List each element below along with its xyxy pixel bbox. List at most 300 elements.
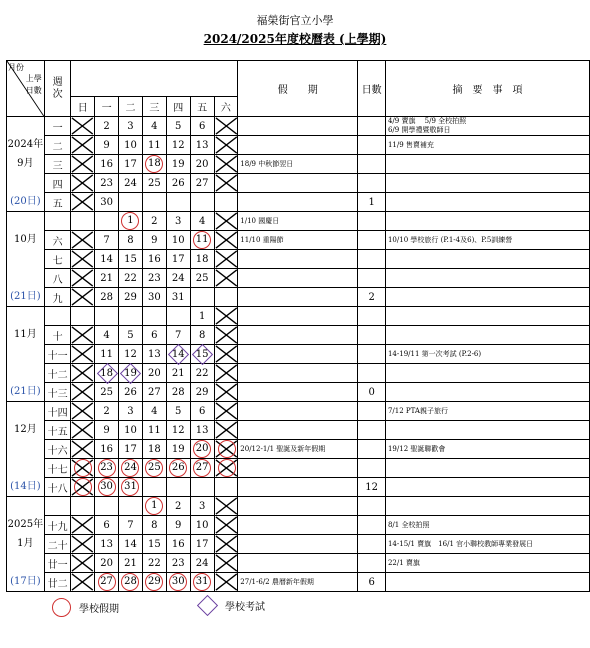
schooldays-header: 日數 [358,61,386,117]
date-number: 8 [127,234,134,246]
calendar-row [7,288,590,307]
weekend-cross-cell [71,174,95,193]
holiday-date: 18 [145,155,163,173]
date-cell [119,345,143,364]
date-number: 13 [195,139,209,151]
date-number: 12 [171,424,185,436]
day-sat: 六 [214,97,238,117]
date-number: 10 [171,234,185,246]
week-cell [44,212,71,231]
date-cell [166,155,190,174]
school-days-count: 6 [358,573,386,592]
week-cell: 八 [44,269,71,288]
exam-date: 14 [171,348,185,360]
weekend-cross-cell [214,497,238,516]
date-number: 7 [175,329,182,341]
weekend-cross-cell [71,269,95,288]
date-cell [142,174,166,193]
date-number: 3 [127,120,134,132]
weekend-cross-cell [71,478,95,497]
event-note [385,478,589,497]
date-cell [190,326,214,345]
events-header: 摘 要 事 項 [385,61,589,117]
week-cell: 十八 [44,478,71,497]
holiday-circle [218,459,236,477]
date-number: 14 [124,538,137,550]
date-number: 9 [175,519,182,531]
date-number: 25 [195,272,209,284]
month-label-cell [7,212,45,231]
date-cell [142,383,166,402]
date-cell [119,269,143,288]
weekend-cross-cell [214,174,238,193]
date-cell [119,459,143,478]
date-number: 19 [171,443,185,455]
month-label-cell: 11月 [7,326,45,345]
weekend-cross-cell [214,440,238,459]
date-cell [95,250,119,269]
weekend-cross-cell [214,250,238,269]
holiday-note [238,421,358,440]
event-note [385,212,589,231]
weekend-cross-cell [71,345,95,364]
date-cell [95,117,119,136]
month-label-cell: (21日) [7,383,45,402]
calendar-row [7,497,590,516]
holiday-note [238,269,358,288]
school-days-count [358,136,386,155]
date-cell [142,459,166,478]
date-number: 28 [100,291,113,303]
week-cell: 廿一 [44,554,71,573]
date-cell [166,459,190,478]
date-cell [71,307,95,326]
school-days-count [358,117,386,136]
date-cell [166,117,190,136]
date-cell [190,402,214,421]
date-cell [119,516,143,535]
date-number: 4 [151,405,158,417]
holiday-date: 1 [145,497,163,515]
month-label-cell [7,117,45,136]
month-label-cell [7,307,45,326]
month-label-cell: (14日) [7,478,45,497]
holiday-date: 30 [98,478,116,496]
event-note [385,326,589,345]
date-number: 24 [195,557,209,569]
event-note [385,193,589,212]
date-number: 23 [171,557,185,569]
date-cell [142,269,166,288]
weekend-cross-cell [214,212,238,231]
legend-exam [200,598,265,613]
calendar-row [7,535,590,554]
date-cell [95,155,119,174]
calendar-row [7,269,590,288]
week-cell: 七 [44,250,71,269]
week-cell: 十 [44,326,71,345]
date-cell [166,345,190,364]
holiday-date: 28 [121,573,139,591]
calendar-row [7,155,590,174]
week-cell: 十九 [44,516,71,535]
month-label-cell: (17日) [7,573,45,592]
month-label-cell [7,497,45,516]
date-number: 18 [147,443,161,455]
date-number: 18 [195,253,209,265]
school-days-count [358,421,386,440]
weekend-cross-cell [214,573,238,592]
date-number: 6 [151,329,158,341]
week-cell: 四 [44,174,71,193]
month-label-cell: 2025年 [7,516,45,535]
week-cell [44,307,71,326]
event-note [385,421,589,440]
weekend-cross-cell [214,535,238,554]
holiday-date: 25 [145,459,163,477]
date-cell [166,136,190,155]
holiday-date: 30 [169,573,187,591]
holiday-date: 23 [98,459,116,477]
date-cell [190,383,214,402]
weekend-cross-cell [214,554,238,573]
date-number: 11 [100,348,113,360]
date-number: 7 [127,519,134,531]
holiday-date: 20 [193,440,211,458]
date-cell [119,402,143,421]
school-calendar-table [6,60,590,592]
date-cell [142,364,166,383]
date-cell [190,345,214,364]
week-cell: 二十 [44,535,71,554]
date-cell [119,383,143,402]
week-cell: 十六 [44,440,71,459]
week-cell: 十一 [44,345,71,364]
holiday-note [238,364,358,383]
date-cell [71,497,95,516]
date-number: 23 [147,272,161,284]
holiday-note [238,383,358,402]
event-note [385,497,589,516]
exam-date: 18 [100,367,113,379]
holiday-date: 11 [193,231,211,249]
school-days-count [358,535,386,554]
date-cell [95,193,119,212]
week-cell: 十五 [44,421,71,440]
calendar-row [7,573,590,592]
weekend-cross-cell [214,421,238,440]
day-mon: 一 [95,97,119,117]
event-note [385,364,589,383]
weekend-cross-cell [71,231,95,250]
date-cell [190,307,214,326]
event-note [385,307,589,326]
date-cell [119,478,143,497]
date-cell [190,117,214,136]
date-cell [95,497,119,516]
date-number: 5 [175,405,182,417]
date-cell [95,554,119,573]
date-cell [166,269,190,288]
date-cell [142,497,166,516]
day-wed: 三 [142,97,166,117]
date-cell [142,535,166,554]
weekend-cross-cell [71,364,95,383]
school-days-count: 1 [358,193,386,212]
date-number: 13 [195,424,209,436]
calendar-row [7,326,590,345]
date-cell [95,421,119,440]
holiday-note [238,459,358,478]
date-number: 22 [147,557,161,569]
event-note [385,174,589,193]
week-cell: 三 [44,155,71,174]
date-cell [119,136,143,155]
calendar-row [7,554,590,573]
holiday-header: 假 期 [238,61,358,117]
weekend-cross-cell [214,326,238,345]
holiday-note [238,535,358,554]
weekend-cross-cell [214,117,238,136]
month-header [7,61,45,117]
date-number: 25 [147,177,161,189]
weekend-cross-cell [214,383,238,402]
date-cell [142,326,166,345]
holiday-note: 27/1-6/2 農曆新年假期 [238,573,358,592]
date-cell [190,155,214,174]
date-cell [190,459,214,478]
date-number: 4 [151,120,158,132]
date-cell [166,231,190,250]
week-cell: 十二 [44,364,71,383]
holiday-date: 31 [121,478,139,496]
calendar-row [7,231,590,250]
date-number: 8 [198,329,206,341]
holiday-note [238,345,358,364]
day-sun: 日 [71,97,95,117]
week-cell: 五 [44,193,71,212]
date-cell [142,440,166,459]
date-cell [95,478,119,497]
date-cell [190,212,214,231]
school-name: 福榮街官立小學 [256,14,334,27]
date-cell [119,364,143,383]
event-note: 14-15/1 賣旗 16/1 官小聯校教師專業發展日 [385,535,589,554]
legend-holiday [52,598,119,617]
school-days-count [358,345,386,364]
holiday-note [238,117,358,136]
date-number: 11 [147,424,161,436]
week-cell: 一 [44,117,71,136]
school-days-count [358,554,386,573]
date-number: 20 [100,557,113,569]
event-note [385,288,589,307]
date-cell [190,421,214,440]
date-cell [214,288,238,307]
date-cell [166,288,190,307]
date-cell [142,212,166,231]
date-number: 4 [103,329,110,341]
date-cell [95,402,119,421]
date-number: 20 [147,367,161,379]
circle-icon [52,598,71,617]
date-cell [142,307,166,326]
date-cell [95,136,119,155]
school-days-count [358,497,386,516]
month-label-cell: 10月 [7,231,45,250]
date-number: 26 [124,386,137,398]
date-number: 13 [100,538,113,550]
date-number: 9 [103,424,110,436]
date-number: 3 [198,500,206,512]
date-number: 10 [124,424,137,436]
date-number: 3 [127,405,134,417]
weekend-cross-cell [71,535,95,554]
school-days-count [358,231,386,250]
date-cell [190,497,214,516]
week-cell: 十三 [44,383,71,402]
month-label-cell [7,440,45,459]
date-cell [166,440,190,459]
calendar-row [7,478,590,497]
calendar-row [7,193,590,212]
date-number: 30 [147,291,161,303]
weekend-cross-cell [71,383,95,402]
school-days-count [358,307,386,326]
days-label: 日數 [25,86,42,95]
date-cell [142,345,166,364]
weekend-cross-cell [71,459,95,478]
date-cell [119,440,143,459]
date-number: 16 [147,253,161,265]
weekend-cross-cell [214,402,238,421]
weekend-cross-cell [214,231,238,250]
month-label-cell: 2024年 [7,136,45,155]
event-note [385,459,589,478]
calendar-row [7,421,590,440]
month-label-cell [7,269,45,288]
calendar-row [7,136,590,155]
exam-date: 15 [195,348,209,360]
date-cell [142,288,166,307]
month-label-cell: 1月 [7,535,45,554]
calendar-row [7,402,590,421]
month-label: 月份 [8,63,24,72]
date-cell [119,497,143,516]
date-number: 14 [100,253,113,265]
date-number: 22 [195,367,209,379]
date-cell [190,174,214,193]
date-cell [95,174,119,193]
date-cell [190,136,214,155]
holiday-note [238,307,358,326]
date-number: 5 [127,329,134,341]
school-days-count [358,364,386,383]
weekend-cross-cell [214,516,238,535]
date-number: 2 [175,500,182,512]
date-cell [142,478,166,497]
date-cell [95,269,119,288]
date-number: 27 [195,177,209,189]
weekend-cross-cell [71,250,95,269]
weekend-cross-cell [71,288,95,307]
event-note: 11/9 售賣補充 [385,136,589,155]
date-cell [166,250,190,269]
weekend-cross-cell [71,136,95,155]
holiday-note [238,288,358,307]
weekend-cross-cell [71,573,95,592]
date-cell [95,440,119,459]
month-label-cell [7,554,45,573]
week-cell: 廿二 [44,573,71,592]
holiday-note [238,326,358,345]
date-cell [142,573,166,592]
month-label-cell [7,174,45,193]
date-cell [166,402,190,421]
calendar-row [7,383,590,402]
event-note [385,155,589,174]
date-number: 27 [147,386,161,398]
date-cell [214,193,238,212]
holiday-note: 1/10 國慶日 [238,212,358,231]
school-days-count [358,326,386,345]
weekend-cross-cell [71,440,95,459]
month-label-cell [7,459,45,478]
holiday-note [238,136,358,155]
date-number: 8 [151,519,158,531]
weekend-cross-cell [214,364,238,383]
event-note: 7/12 PTA親子旅行 [385,402,589,421]
date-number: 28 [171,386,185,398]
date-number: 21 [171,367,185,379]
date-cell [119,554,143,573]
date-number: 1 [198,310,206,322]
date-cell [142,402,166,421]
date-cell [119,288,143,307]
date-cell [95,288,119,307]
holiday-note: 18/9 中秋節翌日 [238,155,358,174]
date-number: 30 [100,196,113,208]
calendar-row [7,174,590,193]
legend-exam-label: 學校考試 [225,602,265,613]
school-label: 上學 [25,74,42,83]
date-number: 6 [198,120,206,132]
holiday-note: 11/10 重陽節 [238,231,358,250]
date-number: 17 [195,538,209,550]
date-cell [119,307,143,326]
date-cell [166,554,190,573]
calendar-row [7,212,590,231]
date-cell [95,345,119,364]
date-number: 16 [100,158,113,170]
date-cell [119,174,143,193]
date-number: 25 [100,386,113,398]
weekend-cross-cell [71,155,95,174]
school-days-count [358,212,386,231]
date-cell [190,364,214,383]
date-cell [95,573,119,592]
date-cell [166,478,190,497]
date-number: 2 [103,120,110,132]
date-number: 15 [147,538,161,550]
holiday-note [238,174,358,193]
holiday-date: 27 [193,459,211,477]
date-cell [119,250,143,269]
day-tue: 二 [119,97,143,117]
date-number: 22 [124,272,137,284]
date-cell [166,212,190,231]
holiday-date: 26 [169,459,187,477]
